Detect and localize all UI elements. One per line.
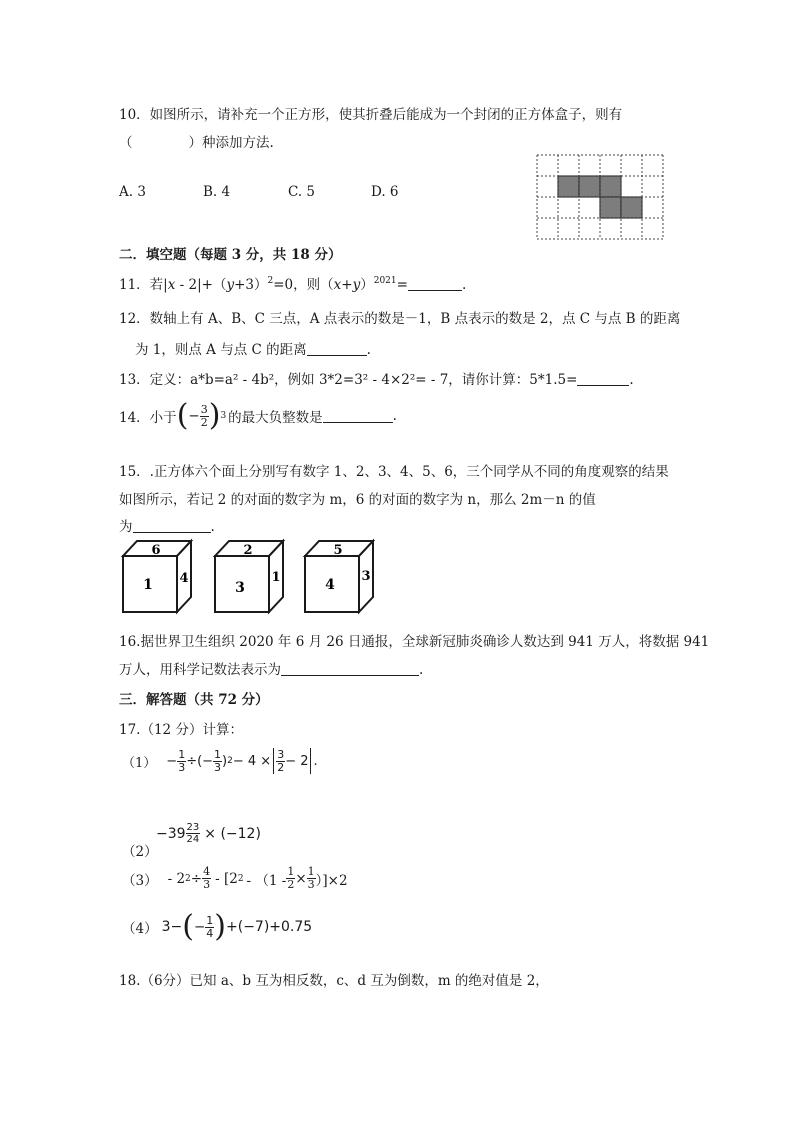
q17-part3-fraction-3 bbox=[307, 866, 316, 891]
q11-var-x: x bbox=[167, 277, 176, 293]
cube-3-top-number: 5 bbox=[333, 543, 343, 558]
q12-text: . bbox=[366, 342, 371, 358]
net-shaded-square bbox=[600, 197, 621, 218]
q16-answer-blank[interactable] bbox=[281, 663, 419, 676]
q17-part3: （3） - 2 2 ÷ $\frac{4}{3}$ - [2 2 - （1 - $\frac{1}{2}$ × $\frac{1}{3}$ ）]×2 bbox=[122, 865, 348, 891]
q17-part3-text: ÷ bbox=[190, 870, 203, 887]
q17-part1-text: − 4 × bbox=[232, 753, 272, 769]
q16-line2 bbox=[119, 658, 423, 678]
q14-answer-blank[interactable] bbox=[323, 410, 393, 423]
q17-part3-text: - （1 - bbox=[246, 872, 287, 889]
q17-part4-text: 3− bbox=[161, 919, 183, 935]
q14-paren-open: ( bbox=[176, 398, 189, 433]
q17-part4-paren-group: (−7) bbox=[237, 919, 270, 935]
q17-part2-whole: −39 bbox=[156, 825, 186, 842]
q16-text: 万人，用科学记数法表示为 bbox=[119, 662, 281, 678]
q17-part3-text: - 2 bbox=[167, 870, 186, 887]
q11-text: +3） bbox=[234, 277, 268, 293]
q11-var-x: x bbox=[333, 277, 342, 293]
q17-part1-text: − bbox=[166, 753, 178, 769]
q11-text: ） bbox=[360, 277, 374, 293]
q17-part3-f1-num: 4 bbox=[203, 865, 211, 878]
q17-part4-num: 1 bbox=[206, 913, 214, 927]
q14: 14．小于 ( − $\frac{3}{2}$ ) 3 的最大负整数是 . bbox=[119, 398, 397, 433]
q10-option-c[interactable]: C. 5 bbox=[288, 184, 316, 200]
q17-part2 bbox=[156, 822, 261, 845]
q17-part1-f2-num: 1 bbox=[214, 747, 222, 761]
q14-text: 的最大负整数是 bbox=[228, 410, 323, 426]
q17-part4-minus: − bbox=[193, 919, 206, 935]
q12-line2 bbox=[135, 338, 371, 358]
q11 bbox=[119, 273, 466, 293]
q17-part1-abs-right bbox=[310, 748, 311, 774]
q13-text: 13．定义：a*b=a² - 4b²，例如 3*2=3² - 4×2²= - 7，请你计算：5*1.5= bbox=[119, 372, 578, 388]
q10-option-d[interactable]: D. 6 bbox=[371, 184, 399, 200]
q17-part4-paren-open: ( bbox=[182, 909, 194, 944]
q11-text: 11．若| bbox=[119, 277, 168, 293]
q14-fraction bbox=[200, 404, 209, 429]
q10-paren-close: ）种添加方法. bbox=[188, 135, 274, 151]
q17-part4 bbox=[122, 909, 313, 944]
q10-paren-open: （ bbox=[119, 135, 133, 151]
net-shaded-square bbox=[600, 176, 621, 197]
q17-part4-label: （4） bbox=[122, 921, 158, 937]
q15-line3 bbox=[119, 515, 215, 535]
q10-line1: 10．如图所示，请补充一个正方形，使其折叠后能成为一个封闭的正方体盒子，则有 bbox=[119, 107, 623, 123]
q17-part1-f1-num: 1 bbox=[178, 747, 186, 761]
q17-part3-f2-num: 1 bbox=[287, 865, 295, 878]
q12-text: 为 1，则点 A 与点 C 的距离 bbox=[135, 342, 307, 358]
q11-exponent: 2 bbox=[267, 276, 274, 286]
q17-part2-fraction bbox=[186, 822, 201, 845]
cubes-figure bbox=[115, 536, 405, 618]
q10-line2 bbox=[119, 131, 274, 151]
q15-line2: 如图所示，若记 2 的对面的数字为 m，6 的对面的数字为 n，那么 2m－n 的值 bbox=[119, 492, 596, 508]
cube-net-figure bbox=[536, 154, 668, 240]
q17-part4-text: +0.75 bbox=[269, 919, 313, 935]
q17-part3-fraction-1 bbox=[202, 866, 211, 891]
q10-option-b[interactable]: B. 4 bbox=[203, 184, 231, 200]
q14-text: 14．小于 bbox=[119, 410, 177, 426]
q15-line1: 15．.正方体六个面上分别写有数字 1、2、3、4、5、6，三个同学从不同的角度观察的结果 bbox=[119, 464, 669, 480]
q17-part1-abs-left bbox=[273, 748, 274, 774]
q17-part3-text: - [2 bbox=[215, 870, 238, 887]
q13-answer-blank[interactable] bbox=[577, 373, 629, 386]
q17-part1-f2-den: 3 bbox=[214, 760, 222, 774]
q13 bbox=[119, 368, 634, 388]
q15-text: . bbox=[210, 519, 215, 535]
q14-denominator: 2 bbox=[200, 415, 208, 429]
q17-part2-num: 23 bbox=[186, 822, 200, 833]
q17-part4-paren-close: ) bbox=[214, 909, 226, 944]
cube-3-side-number: 3 bbox=[361, 569, 371, 584]
q17-part4-fraction bbox=[205, 915, 214, 940]
q16-line1: 16.据世界卫生组织 2020 年 6 月 26 日通报，全球新冠肺炎确诊人数达到 941 万人，将数据 941 bbox=[119, 634, 710, 650]
net-shaded-square bbox=[621, 197, 642, 218]
q17-part3-f2-den: 2 bbox=[287, 878, 295, 891]
cube-2-front-number: 3 bbox=[235, 580, 245, 596]
q13-text: . bbox=[629, 372, 634, 388]
q17-part1-fraction-3 bbox=[276, 749, 285, 774]
q15-answer-blank[interactable] bbox=[133, 520, 211, 533]
q10-option-a[interactable]: A. 3 bbox=[119, 184, 146, 200]
cube-2-side-number: 1 bbox=[271, 570, 281, 585]
q17-part3-text: ）]×2 bbox=[315, 872, 348, 889]
q11-text: . bbox=[461, 277, 467, 293]
q14-minus: − bbox=[188, 408, 200, 424]
q17-part1-f1-den: 3 bbox=[178, 760, 186, 774]
q17-part1-text: ) bbox=[222, 753, 228, 769]
q17-part3-text: × bbox=[295, 870, 307, 887]
q17-part3-f3-num: 1 bbox=[307, 865, 315, 878]
cube-1-top-number: 6 bbox=[151, 543, 161, 558]
q17-part1-f3-den: 2 bbox=[277, 760, 285, 774]
section-3-heading: 三．解答题（共 72 分） bbox=[119, 692, 269, 708]
cube-1-front-number: 1 bbox=[143, 577, 153, 593]
q12-answer-blank[interactable] bbox=[307, 343, 367, 356]
q14-numerator: 3 bbox=[200, 402, 208, 416]
q17-part2-label: （2） bbox=[122, 844, 158, 860]
q17-part3-fraction-2 bbox=[286, 866, 295, 891]
cube-2-top-number: 2 bbox=[243, 543, 253, 558]
q17-part1-fraction-2 bbox=[213, 749, 222, 774]
q17-part3-f1-den: 3 bbox=[203, 878, 211, 891]
q17-part4-text: −7 bbox=[243, 919, 264, 935]
q11-var-y: y bbox=[352, 277, 361, 293]
q15-text: 为 bbox=[119, 519, 133, 535]
q17-part1-f3-num: 3 bbox=[277, 747, 285, 761]
q11-text: = bbox=[396, 277, 408, 293]
q11-var-y: y bbox=[226, 277, 235, 293]
q17-part2-text: × (−12) bbox=[204, 825, 261, 842]
cube-3 bbox=[305, 541, 373, 612]
q17-part1-text: . bbox=[313, 753, 318, 769]
q17-part1: （1） − $\frac{1}{3}$ ÷(− $\frac{1}{3}$ ) 2 − 4 × $\frac{3}{2}$ − 2 . bbox=[122, 747, 318, 774]
q17-part3-f3-den: 3 bbox=[307, 878, 315, 891]
q17-title: 17.（12 分）计算： bbox=[119, 722, 243, 738]
q11-answer-blank[interactable] bbox=[408, 278, 462, 291]
cube-2 bbox=[215, 541, 283, 612]
q17-part4-den: 4 bbox=[206, 926, 214, 940]
q11-exponent: 2021 bbox=[373, 276, 397, 286]
q17-part1-text: ÷(− bbox=[186, 753, 214, 769]
q11-text: + bbox=[341, 277, 353, 293]
q12-line1: 12．数轴上有 A、B、C 三点，A 点表示的数是－1，B 点表示的数是 2，点 C 与点 B 的距离 bbox=[119, 311, 681, 327]
cube-1 bbox=[123, 541, 191, 612]
net-shaded-square bbox=[579, 176, 600, 197]
q18: 18.（6分）已知 a、b 互为相反数，c、d 互为倒数，m 的绝对值是 2， bbox=[119, 973, 549, 989]
q17-part3-label: （3） bbox=[122, 872, 158, 889]
q17-part1-fraction-1 bbox=[177, 749, 186, 774]
q11-text: - 2|+（ bbox=[175, 277, 227, 293]
q17-part2-den: 24 bbox=[186, 834, 200, 845]
q17-part1-text: − 2 bbox=[285, 753, 309, 769]
q17-part4-text: + bbox=[225, 919, 238, 935]
q14-text: . bbox=[392, 408, 397, 424]
q14-paren-close: ) bbox=[208, 398, 221, 433]
cube-1-side-number: 4 bbox=[179, 571, 189, 586]
section-2-heading: 二．填空题（每题 3 分，共 18 分） bbox=[119, 247, 342, 263]
q16-text: . bbox=[419, 662, 424, 678]
q11-text: =0，则（ bbox=[273, 277, 334, 293]
cube-3-front-number: 4 bbox=[325, 577, 335, 593]
q17-part1-label: （1） bbox=[122, 755, 157, 771]
net-shaded-square bbox=[558, 176, 579, 197]
